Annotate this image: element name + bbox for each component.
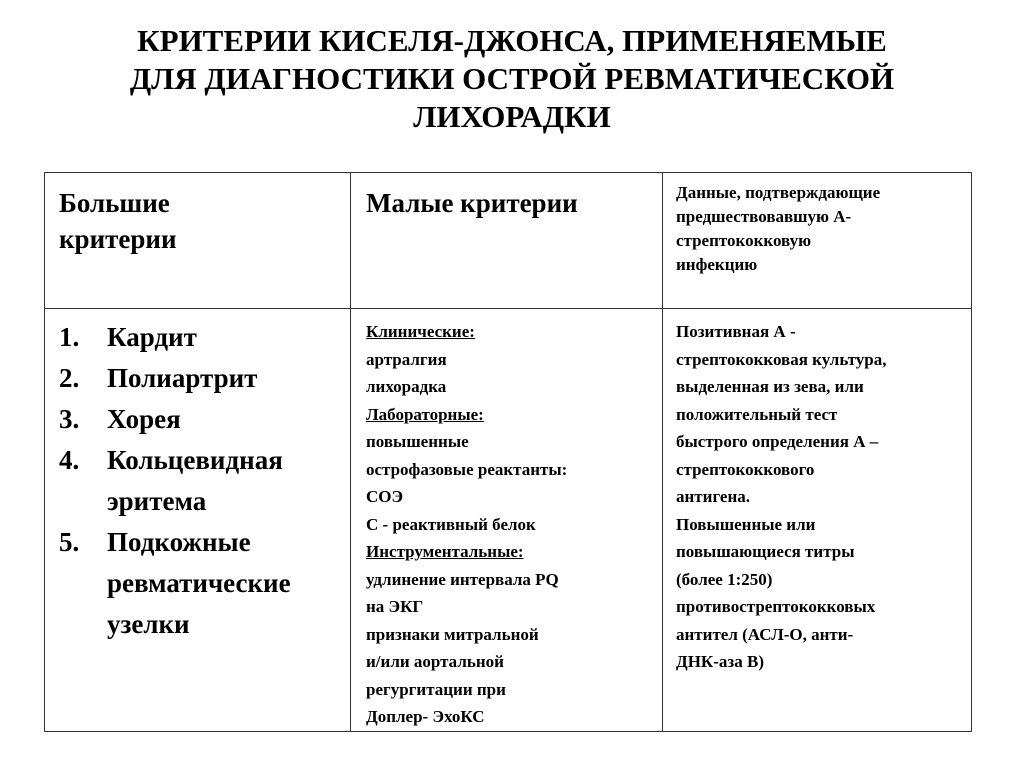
- clinical-item: артралгия: [366, 349, 447, 369]
- list-text: Подкожные: [107, 527, 251, 557]
- header-major-line: критерии: [59, 224, 177, 254]
- list-item: [59, 522, 348, 645]
- header-major-criteria: [59, 185, 344, 257]
- title-line-2: ДЛЯ ДИАГНОСТИКИ ОСТРОЙ РЕВМАТИЧЕСКОЙ: [129, 61, 895, 96]
- clinical-item: лихорадка: [366, 377, 447, 396]
- clinical-heading: Клинические:: [366, 322, 475, 341]
- header-major-line: Большие: [59, 188, 170, 218]
- lab-heading: Лабораторные:: [366, 404, 484, 424]
- list-number: 5.: [59, 527, 80, 557]
- major-criteria-cell: [59, 317, 348, 645]
- list-number: 2.: [59, 363, 80, 393]
- list-item: [59, 358, 348, 399]
- instrumental-item: на ЭКГ: [366, 597, 424, 616]
- list-text: Кольцевидная: [107, 445, 283, 475]
- table-column-divider: [662, 173, 663, 731]
- major-criteria-list: [59, 317, 348, 645]
- list-number: 1.: [59, 322, 80, 352]
- instrumental-heading: Инструментальные:: [366, 542, 524, 561]
- strep-text-line: стрептококковая культура,: [676, 349, 887, 369]
- list-text: ревматические: [107, 568, 291, 598]
- strep-text-line: Позитивная А -: [676, 322, 796, 341]
- strep-text-line: противострептококковых: [676, 597, 876, 616]
- list-number: 3.: [59, 404, 80, 434]
- title-line-1: КРИТЕРИИ КИСЕЛЯ-ДЖОНСА, ПРИМЕНЯЕМЫЕ: [137, 23, 887, 58]
- list-item: [59, 440, 348, 522]
- strep-text-line: ДНК-аза В): [676, 652, 764, 671]
- strep-evidence-cell: [676, 318, 968, 676]
- instrumental-item: удлинение интервала PQ: [366, 569, 559, 589]
- instrumental-item: признаки митральной: [366, 624, 539, 644]
- lab-item: СОЭ: [366, 487, 404, 506]
- strep-text-line: Повышенные или: [676, 514, 816, 534]
- table-row-divider: [45, 308, 971, 309]
- instrumental-item: и/или аортальной: [366, 652, 504, 671]
- minor-criteria-cell: [366, 318, 658, 731]
- strep-text-line: антигена.: [676, 487, 751, 506]
- list-item: [59, 317, 348, 358]
- lab-item: С - реактивный белок: [366, 514, 536, 534]
- criteria-table: [44, 172, 972, 732]
- list-text: Хорея: [107, 404, 181, 434]
- strep-text-line: антител (АСЛ-О, анти-: [676, 624, 854, 644]
- header-strep-line: предшествовавшую А-: [676, 207, 852, 226]
- lab-item: острофазовые реактанты:: [366, 459, 568, 479]
- strep-text-line: быстрого определения А –: [676, 432, 879, 451]
- list-item: [59, 399, 348, 440]
- table-column-divider: [350, 173, 351, 731]
- title-line-3: ЛИХОРАДКИ: [413, 99, 611, 134]
- instrumental-item: Доплер- ЭхоКС: [366, 707, 485, 726]
- list-text: эритема: [107, 486, 207, 516]
- header-strep-line: Данные, подтверждающие: [676, 183, 881, 202]
- instrumental-item: регургитации при: [366, 679, 506, 699]
- header-strep-line: инфекцию: [676, 255, 758, 274]
- list-number: 4.: [59, 445, 80, 475]
- strep-text-line: положительный тест: [676, 404, 838, 424]
- header-strep-line: стрептококковую: [676, 231, 812, 250]
- slide-title: [0, 22, 1024, 136]
- strep-text-line: стрептококкового: [676, 459, 815, 479]
- header-strep-evidence: [676, 181, 968, 277]
- header-minor-criteria: Малые критерии: [366, 188, 578, 218]
- list-text: Кардит: [107, 322, 197, 352]
- list-text: Полиартрит: [107, 363, 258, 393]
- strep-text-line: повышающиеся титры: [676, 542, 855, 561]
- strep-text-line: (более 1:250): [676, 569, 773, 589]
- list-text: узелки: [107, 609, 190, 639]
- strep-text-line: выделенная из зева, или: [676, 377, 864, 396]
- lab-item: повышенные: [366, 432, 469, 451]
